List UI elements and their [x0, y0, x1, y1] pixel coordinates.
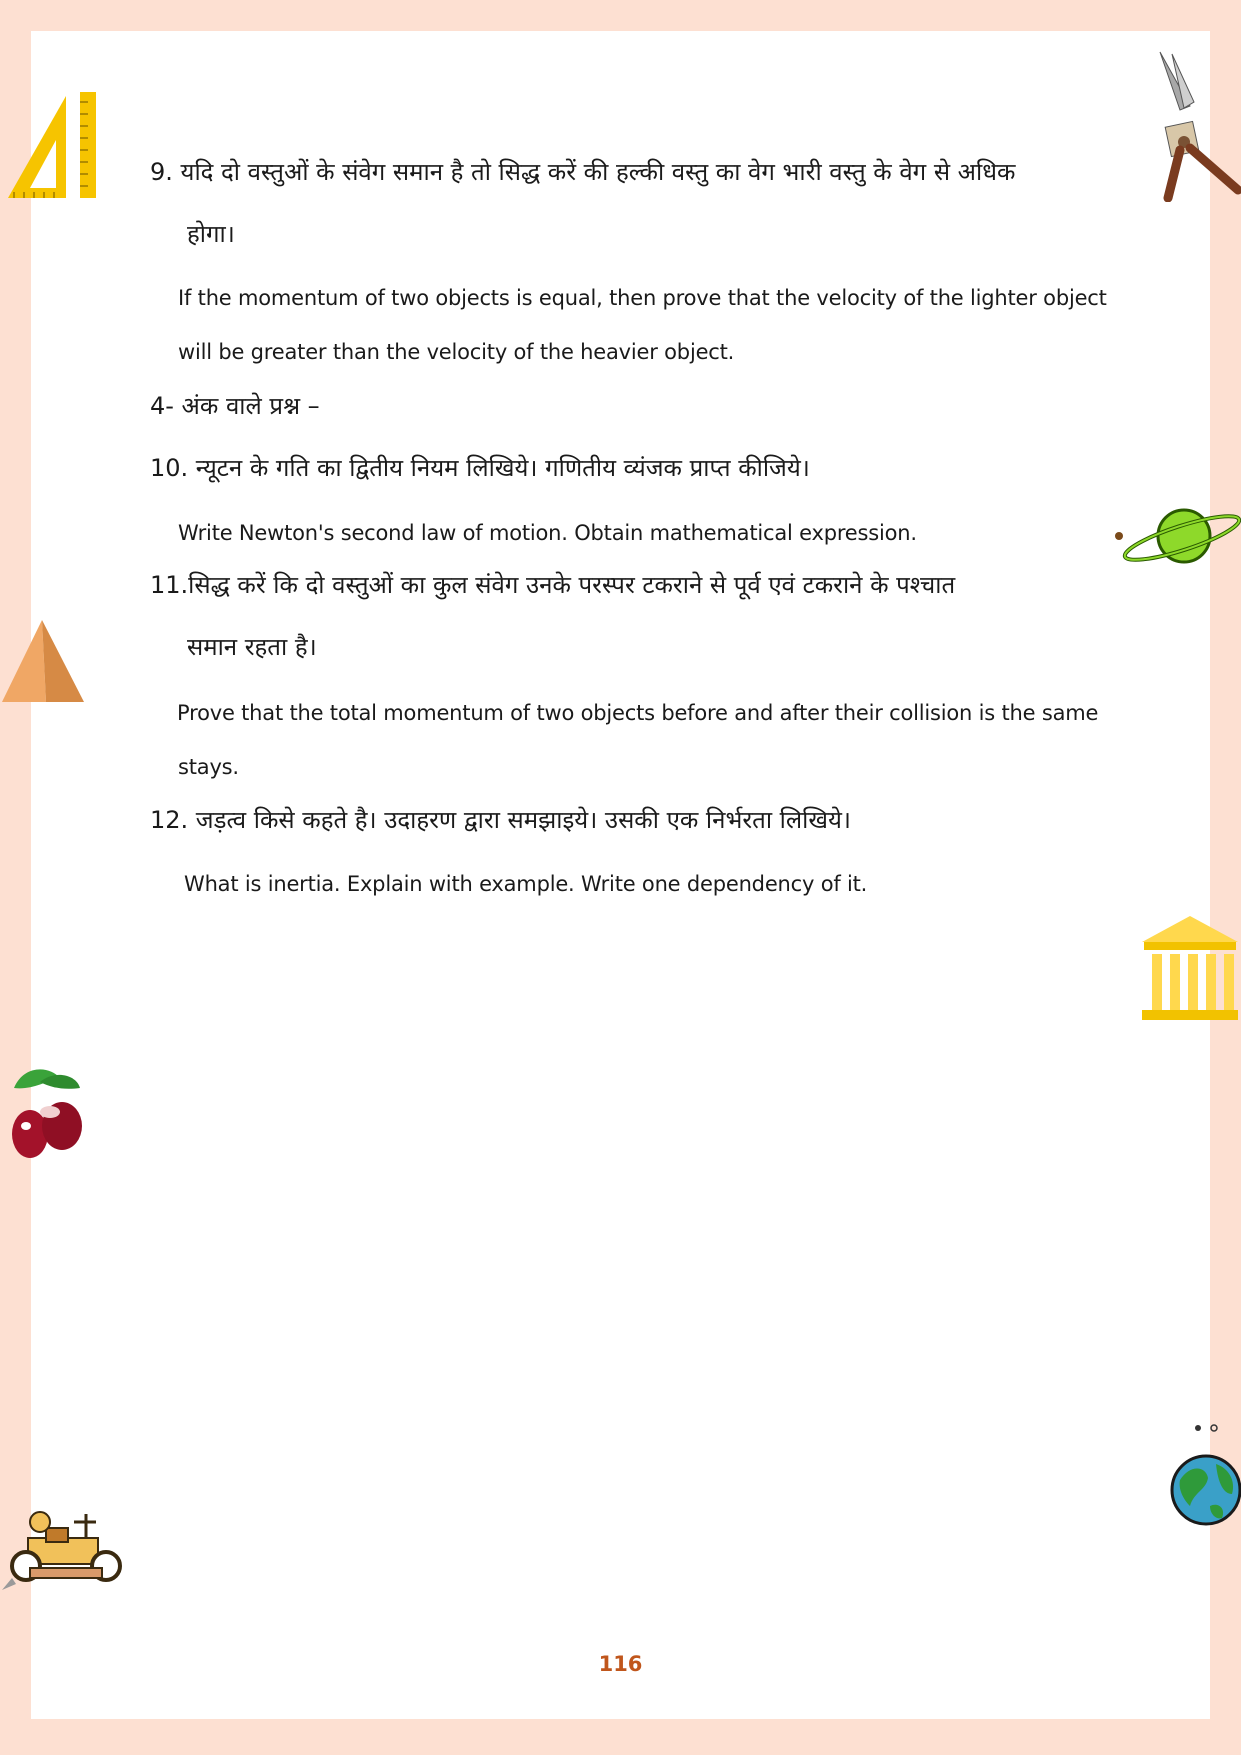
vintage-car-icon	[0, 1504, 126, 1596]
q11-english-line1: Prove that the total momentum of two objects before and after their collision is the same	[177, 701, 1099, 725]
q11-hindi-line2: समान रहता है।	[187, 633, 317, 661]
q9-hindi-line2: होगा।	[187, 220, 235, 248]
planet-saturn-icon	[1112, 500, 1241, 572]
page-number: 116	[598, 1652, 643, 1676]
q9-english-line1: If the momentum of two objects is equal, then prove that the velocity of the lighter object	[178, 286, 1107, 310]
globe-icon	[1166, 1420, 1241, 1528]
set-square-ruler-icon	[4, 88, 100, 202]
q11-hindi-line1: 11.सिद्ध करें कि दो वस्तुओं का कुल संवेग उनके परस्पर टकराने से पूर्व एवं टकराने के पश्चात	[150, 571, 956, 599]
berries-icon	[4, 1060, 88, 1168]
garden-shears-icon	[1150, 50, 1241, 202]
greek-temple-icon	[1140, 914, 1241, 1028]
q9-hindi-line1: 9. यदि दो वस्तुओं के संवेग समान है तो सिद्ध करें की हल्की वस्तु का वेग भारी वस्तु के वेग से अधिक	[150, 158, 1016, 186]
q9-english-line2: will be greater than the velocity of the heavier object.	[178, 340, 735, 364]
q12-hindi: 12. जड़त्व किसे कहते है। उदाहरण द्वारा समझाइये। उसकी एक निर्भरता लिखिये।	[150, 806, 852, 834]
q10-english: Write Newton's second law of motion. Obtain mathematical expression.	[178, 521, 917, 545]
pyramid-icon	[0, 618, 86, 706]
section-heading: 4- अंक वाले प्रश्न –	[150, 392, 320, 420]
q10-hindi: 10. न्यूटन के गति का द्वितीय नियम लिखिये। गणितीय व्यंजक प्राप्त कीजिये।	[150, 454, 810, 482]
q12-english: What is inertia. Explain with example. Write one dependency of it.	[184, 872, 868, 896]
q11-english-line2: stays.	[178, 755, 239, 779]
